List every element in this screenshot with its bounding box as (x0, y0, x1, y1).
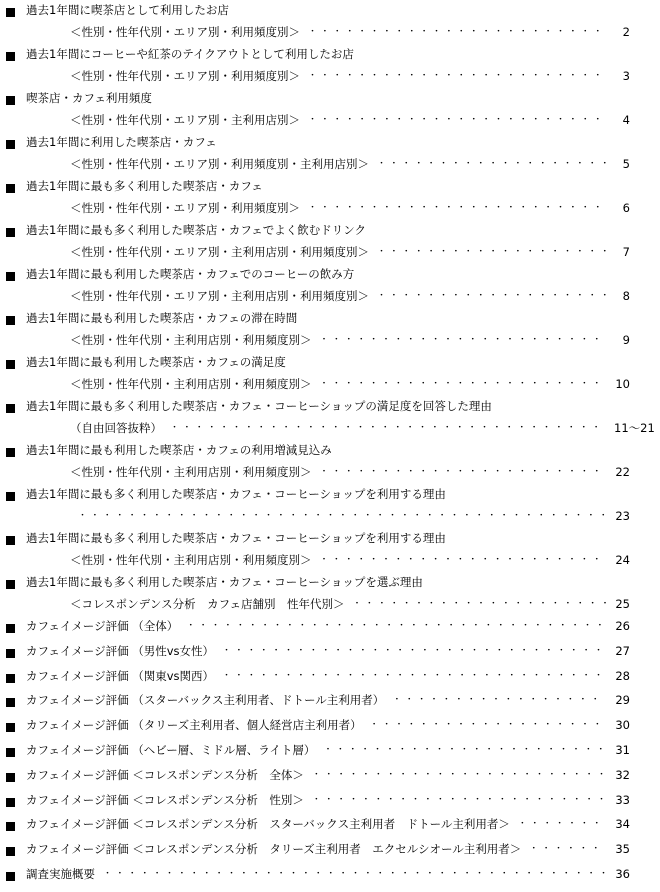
dot-leader (377, 154, 606, 174)
page-number: 22 (615, 465, 630, 479)
toc-entry-title: カフェイメージ評価 （全体） (26, 619, 179, 633)
bullet-square-icon (6, 272, 15, 281)
page-number: 9 (622, 333, 630, 347)
dot-leader (186, 616, 606, 636)
toc-entry-subline (70, 22, 630, 42)
bullet-square-icon (6, 448, 15, 457)
page-number: 3 (622, 69, 630, 83)
page-number: 34 (615, 817, 630, 832)
bullet-square-icon (6, 360, 15, 369)
dot-leader (320, 550, 607, 570)
toc-entry-title: カフェイメージ評価 ＜コレスポンデンス分析 全体＞ (26, 767, 304, 782)
toc-entry[interactable] (0, 488, 660, 532)
dot-leader (320, 330, 607, 350)
toc-entry[interactable] (0, 136, 660, 180)
bullet-square-icon (6, 698, 15, 707)
bullet-square-icon (6, 624, 15, 633)
toc-entry[interactable] (0, 769, 660, 791)
toc-entry-subtitle: ＜性別・性年代別・エリア別・利用頻度別・主利用店別＞ (70, 157, 369, 171)
toc-entry-subtitle: ＜性別・性年代別・主利用店別・利用頻度別＞ (70, 333, 312, 347)
toc-entry-subline (70, 154, 630, 174)
bullet-square-icon (6, 773, 15, 782)
toc-entry-subtitle: ＜性別・性年代別・エリア別・利用頻度別＞ (70, 69, 300, 83)
toc-entry[interactable] (0, 444, 660, 488)
toc-entry-subtitle: ＜コレスポンデンス分析 カフェ店舗別 性年代別＞ (70, 597, 345, 611)
toc-entry-title: 過去1年間に最も多く利用した喫茶店・カフェ・コーヒーショップの満足度を回答した理由 (26, 399, 492, 413)
dot-leader (308, 22, 606, 42)
toc-entry[interactable] (0, 694, 660, 716)
page-number: 29 (615, 693, 630, 708)
dot-leader (78, 506, 606, 526)
toc-entry-subline (78, 506, 630, 526)
toc-entry-subline (70, 286, 630, 306)
toc-entry-subline (70, 462, 630, 482)
page-number: 11～21 (614, 421, 655, 435)
dot-leader (529, 839, 606, 859)
page-number: 8 (622, 289, 630, 303)
toc-entry-subtitle: （自由回答抜粋） (70, 421, 162, 435)
dot-leader (103, 864, 606, 884)
toc-entry-title: カフェイメージ評価 ＜コレスポンデンス分析 性別＞ (26, 792, 304, 807)
toc-entry[interactable] (0, 268, 660, 312)
bullet-square-icon (6, 822, 15, 831)
page-number: 35 (615, 842, 630, 857)
toc-entry[interactable] (0, 92, 660, 136)
dot-leader (308, 66, 606, 86)
toc-entry[interactable] (0, 818, 660, 840)
dot-leader (370, 715, 606, 735)
toc-entry-line (26, 666, 630, 686)
toc-entry-title: 過去1年間に最も利用した喫茶店・カフェの滞在時間 (26, 311, 298, 325)
page-number: 24 (615, 553, 630, 567)
toc-entry-title: 過去1年間に最も多く利用した喫茶店・カフェでよく飲むドリンク (26, 223, 367, 237)
toc-entry-title: 過去1年間に最も利用した喫茶店・カフェでのコーヒーの飲み方 (26, 267, 355, 281)
bullet-square-icon (6, 723, 15, 732)
dot-leader (222, 666, 606, 686)
toc-entry-subtitle: ＜性別・性年代別・エリア別・主利用店別・利用頻度別＞ (70, 289, 369, 303)
page-number: 32 (615, 767, 630, 782)
toc-entry[interactable] (0, 794, 660, 816)
dot-leader (308, 198, 606, 218)
dot-leader (320, 374, 607, 394)
dot-leader (170, 418, 606, 438)
dot-leader (308, 110, 606, 130)
toc-entry-subline (70, 110, 630, 130)
toc-entry-line (26, 864, 630, 884)
dot-leader (323, 740, 606, 760)
bullet-square-icon (6, 674, 15, 683)
bullet-square-icon (6, 798, 15, 807)
bullet-square-icon (6, 580, 15, 589)
toc-entry[interactable] (0, 180, 660, 224)
toc-entry-title: カフェイメージ評価 （関東vs関西） (26, 668, 215, 683)
dot-leader (320, 462, 607, 482)
toc-entry-line (26, 690, 630, 710)
toc-entry[interactable] (0, 620, 660, 642)
dot-leader (312, 765, 606, 785)
toc-entry-subtitle: ＜性別・性年代別・エリア別・利用頻度別＞ (70, 201, 300, 215)
dot-leader (222, 641, 606, 661)
bullet-square-icon (6, 748, 15, 757)
toc-entry[interactable] (0, 645, 660, 667)
page-number: 30 (615, 718, 630, 733)
toc-entry-subline (70, 198, 630, 218)
dot-leader (377, 242, 606, 262)
toc-entry[interactable] (0, 312, 660, 356)
toc-entry-title: 過去1年間に最も利用した喫茶店・カフェの満足度 (26, 355, 286, 369)
toc-entry-subtitle: ＜性別・性年代別・主利用店別・利用頻度別＞ (70, 553, 312, 567)
bullet-square-icon (6, 52, 15, 61)
toc-entry-line (26, 790, 630, 810)
bullet-square-icon (6, 649, 15, 658)
bullet-square-icon (6, 96, 15, 105)
page-number: 27 (615, 643, 630, 658)
toc-entry-line (26, 715, 630, 735)
toc-entry[interactable] (0, 843, 660, 865)
dot-leader (392, 690, 606, 710)
bullet-square-icon (6, 140, 15, 149)
page-number: 33 (615, 792, 630, 807)
toc-entry-title: 過去1年間に喫茶店として利用したお店 (26, 3, 229, 17)
toc-entry-title: カフェイメージ評価 ＜コレスポンデンス分析 タリーズ主利用者 エクセルシオール主利用者＞ (26, 842, 522, 857)
toc-entry-title: 過去1年間に最も利用した喫茶店・カフェの利用増減見込み (26, 443, 332, 457)
toc-entry-subline (70, 594, 630, 614)
dot-leader (518, 814, 606, 834)
toc-entry-subline (70, 550, 630, 570)
page-number: 5 (622, 157, 630, 171)
toc-entry-line (26, 839, 630, 859)
page-number: 7 (622, 245, 630, 259)
dot-leader (377, 286, 606, 306)
toc-entry-subtitle: ＜性別・性年代別・エリア別・利用頻度別＞ (70, 25, 300, 39)
toc-entry-subtitle: ＜性別・性年代別・主利用店別・利用頻度別＞ (70, 377, 312, 391)
bullet-square-icon (6, 492, 15, 501)
toc-entry[interactable] (0, 532, 660, 576)
page-number: 2 (622, 25, 630, 39)
toc-entry-subtitle: ＜性別・性年代別・エリア別・主利用店別・利用頻度別＞ (70, 245, 369, 259)
bullet-square-icon (6, 872, 15, 881)
bullet-square-icon (6, 404, 15, 413)
toc-entry-subline (70, 66, 630, 86)
dot-leader (312, 790, 606, 810)
toc-entry-subline (70, 374, 630, 394)
page-number: 6 (622, 201, 630, 215)
toc-entry-title: カフェイメージ評価 （スターバックス主利用者、ドトール主利用者） (26, 693, 385, 708)
toc-entry-title: 過去1年間にコーヒーや紅茶のテイクアウトとして利用したお店 (26, 47, 354, 61)
toc-entry-title: カフェイメージ評価 （男性vs女性） (26, 643, 215, 658)
page-number: 26 (615, 619, 630, 633)
bullet-square-icon (6, 847, 15, 856)
bullet-square-icon (6, 8, 15, 17)
page-number: 36 (615, 867, 630, 881)
toc-entry-line (26, 765, 630, 785)
page-number: 28 (615, 668, 630, 683)
toc-entry[interactable] (0, 400, 660, 444)
toc-entry-line (26, 740, 630, 760)
toc-entry-subline (70, 418, 655, 438)
toc-entry-title: カフェイメージ評価 （ヘビー層、ミドル層、ライト層） (26, 743, 316, 757)
toc-entry[interactable] (0, 719, 660, 741)
bullet-square-icon (6, 228, 15, 237)
toc-entry-line (26, 814, 630, 834)
toc-entry[interactable] (0, 576, 660, 620)
bullet-square-icon (6, 316, 15, 325)
toc-entry-title: 過去1年間に最も多く利用した喫茶店・カフェ (26, 179, 263, 193)
toc-entry[interactable] (0, 48, 660, 92)
toc-entry-title: カフェイメージ評価 ＜コレスポンデンス分析 スターバックス主利用者 ドトール主利用者＞ (26, 817, 510, 832)
toc-entry[interactable] (0, 868, 660, 890)
toc-entry[interactable] (0, 744, 660, 766)
toc-entry[interactable] (0, 4, 660, 48)
toc-entry-line (26, 616, 630, 636)
toc-entry[interactable] (0, 224, 660, 268)
toc-entry-subline (70, 330, 630, 350)
toc-entry-title: 調査実施概要 (26, 867, 95, 881)
dot-leader (353, 594, 606, 614)
page-number: 25 (615, 597, 630, 611)
page-number: 31 (615, 743, 630, 757)
toc-entry-title: 過去1年間に最も多く利用した喫茶店・カフェ・コーヒーショップを利用する理由 (26, 531, 446, 545)
toc-entry-line (26, 641, 630, 661)
bullet-square-icon (6, 536, 15, 545)
page-number: 4 (622, 113, 630, 127)
toc-entry-subline (70, 242, 630, 262)
toc-entry-title: 過去1年間に最も多く利用した喫茶店・カフェ・コーヒーショップを利用する理由 (26, 487, 446, 501)
toc-entry[interactable] (0, 670, 660, 692)
page-number: 23 (615, 509, 630, 523)
toc-entry-title: 過去1年間に最も多く利用した喫茶店・カフェ・コーヒーショップを選ぶ理由 (26, 575, 423, 589)
toc-entry-title: 過去1年間に利用した喫茶店・カフェ (26, 135, 217, 149)
toc-entry-subtitle: ＜性別・性年代別・主利用店別・利用頻度別＞ (70, 465, 312, 479)
toc-entry-subtitle: ＜性別・性年代別・エリア別・主利用店別＞ (70, 113, 300, 127)
toc-entry-title: 喫茶店・カフェ利用頻度 (26, 91, 152, 105)
page-number: 10 (615, 377, 630, 391)
bullet-square-icon (6, 184, 15, 193)
toc-entry[interactable] (0, 356, 660, 400)
toc-entry-title: カフェイメージ評価 （タリーズ主利用者、個人経営店主利用者） (26, 718, 362, 733)
